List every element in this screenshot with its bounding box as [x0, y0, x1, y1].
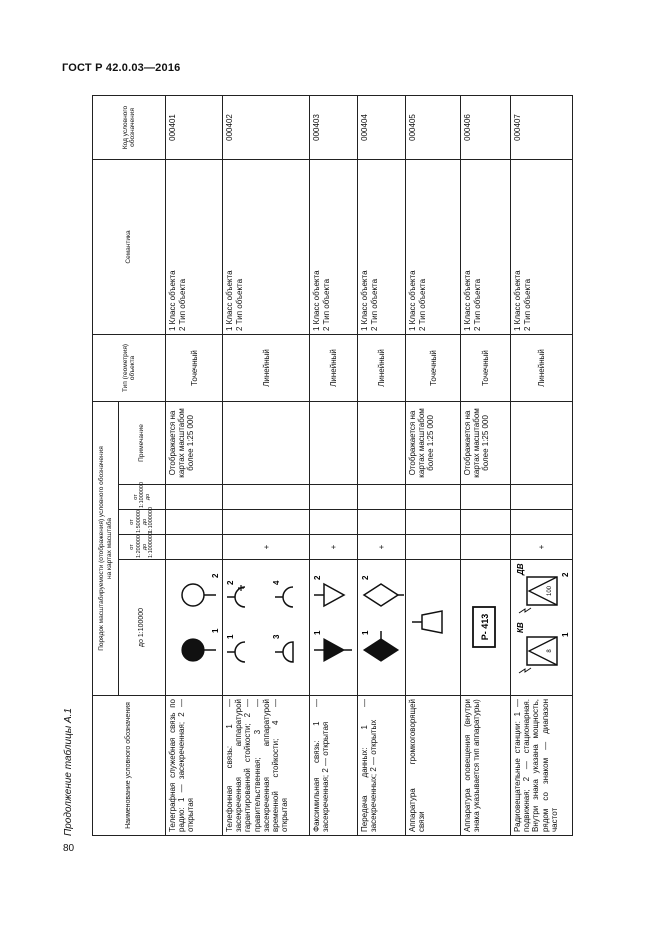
symbol-fax [310, 560, 358, 696]
plus-1m [511, 485, 573, 510]
semantics-line: 1 Класс объекта [360, 270, 369, 331]
header-note: Примечание [119, 401, 166, 484]
symbol-label: 1 [211, 628, 220, 633]
symbol-label: 1 [313, 630, 322, 635]
table-row [223, 95, 310, 835]
header-order-group [93, 401, 119, 695]
row-semantics [511, 159, 573, 334]
plus-1m [461, 485, 511, 510]
symbol-label: 2 [361, 575, 370, 580]
power-label: 100 [547, 585, 553, 597]
alert-label: Р- 413 [480, 613, 490, 641]
row-note [358, 401, 406, 484]
table-caption: Продолжение таблицы А.1 [63, 708, 74, 836]
header-code: Код условного обозначения [93, 95, 166, 159]
row-type: Точечный [406, 334, 461, 401]
page-number: 80 [63, 843, 75, 854]
row-semantics [223, 159, 310, 334]
row-name: Передача данных: 1 — засекреченных; 2 — открытых [358, 696, 406, 836]
row-type: Точечный [166, 334, 223, 401]
plus-200k [406, 535, 461, 560]
plus-200k: + [223, 535, 310, 560]
semantics-line: 2 Тип объекта [177, 278, 187, 331]
row-name: Факсимильная связь: 1 — засекреченная; 2 — открытая [310, 696, 358, 836]
symbol-alert [461, 560, 511, 696]
row-note: Отображается на картах масштабом более 1:25 000 [406, 401, 461, 484]
symbol-label: 2 [313, 575, 322, 580]
header-scale-200k: от 1:200000 до 1:1000000 [119, 535, 166, 560]
row-semantics [461, 159, 511, 334]
semantics-line: 1 Класс объекта [225, 270, 234, 331]
plus-200k: + [511, 535, 573, 560]
row-code: 000407 [511, 95, 573, 159]
row-note: Отображается на картах масштабом более 1:25 000 [461, 401, 511, 484]
circle-open-icon [182, 584, 204, 606]
header-scale-1m: от 1:1000000 до [119, 485, 166, 510]
row-code: 000402 [223, 95, 310, 159]
plus-200k: + [310, 535, 358, 560]
row-type: Линейный [223, 334, 310, 401]
symbol-radio-station [511, 560, 573, 696]
row-type: Линейный [511, 334, 573, 401]
row-code: 000405 [406, 95, 461, 159]
lightning-icon [519, 668, 531, 673]
header-scale-500k: от 1:500000 до 1:1000000 [119, 510, 166, 535]
plus-1m [358, 485, 406, 510]
row-code: 000406 [461, 95, 511, 159]
semantics-line: 2 Тип объекта [522, 278, 532, 331]
symbol-label: 4 [272, 580, 281, 585]
symbol-data-transfer [358, 560, 406, 696]
row-note: Отображается на картах масштабом более 1:25 000 [166, 401, 223, 484]
plus-200k: + [358, 535, 406, 560]
plus-1m [406, 485, 461, 510]
rotated-table-area [60, 93, 580, 838]
plus-500k [511, 510, 573, 535]
semantics-line: 2 Тип объекта [234, 278, 244, 331]
plus-500k [358, 510, 406, 535]
symbol-label: 1 [561, 632, 570, 637]
row-semantics [166, 159, 223, 334]
row-name: Телеграфная служебная связь по радио: 1 — засекреченная; 2 — открытая [166, 696, 223, 836]
loudspeaker-icon [422, 611, 442, 633]
plus-1m [166, 485, 223, 510]
plus-200k [461, 535, 511, 560]
arc-closed-icon [283, 642, 293, 662]
header-name: Наименование условного обозначения [93, 696, 166, 836]
table-row [511, 95, 573, 835]
plus-500k [406, 510, 461, 535]
symbol-telephone [223, 560, 310, 696]
table-row [166, 95, 223, 835]
symbols-table [92, 95, 573, 836]
row-note [223, 401, 310, 484]
power-label: 8 [547, 649, 553, 653]
semantics-line: 2 Тип объекта [417, 278, 427, 331]
table-row [406, 95, 461, 835]
row-code: 000403 [310, 95, 358, 159]
symbol-telegraph [166, 560, 223, 696]
row-name: Радиовещательные станции: 1 — подвижная; 2 — стационарная. Внутри знака указана мощность, рядом со знаком — диапазон частот [511, 696, 573, 836]
header-order-text: Порядок масштабируемости (отображения) условного обозначения [98, 446, 106, 651]
row-name: Телефонная связь: 1 — засекреченная аппаратурой гарантированной стойкости; 2 — правительственная; 3 — засекреченная аппаратурой временной стойкости; 4 — открытая [223, 696, 310, 836]
header-scale-100k: до 1:100000 [119, 560, 166, 696]
plus-1m [310, 485, 358, 510]
triangle-filled-icon [324, 639, 344, 661]
plus-1m [223, 485, 310, 510]
semantics-line: 1 Класс объекта [463, 270, 472, 331]
row-note [310, 401, 358, 484]
symbol-label: 1 [226, 634, 235, 639]
diamond-filled-icon [364, 639, 398, 661]
semantics-line: 2 Тип объекта [472, 278, 482, 331]
band-label: КВ [516, 622, 525, 633]
row-semantics [358, 159, 406, 334]
semantics-line: 2 Тип объекта [321, 278, 331, 331]
plus-500k [166, 510, 223, 535]
triangle-open-icon [324, 584, 344, 606]
table-row [358, 95, 406, 835]
arc-icon [235, 587, 245, 607]
symbol-label: 2 [211, 573, 220, 578]
semantics-line: 1 Класс объекта [408, 270, 417, 331]
row-type: Линейный [358, 334, 406, 401]
row-name: Аппаратура оповещения (внутри знака указывается тип аппаратуры) [461, 696, 511, 836]
semantics-line: 1 Класс объекта [513, 270, 522, 331]
row-code: 000404 [358, 95, 406, 159]
diamond-open-icon [364, 584, 398, 606]
plus-500k [223, 510, 310, 535]
table-row [461, 95, 511, 835]
semantics-line: 1 Класс объекта [168, 270, 177, 331]
row-type: Линейный [310, 334, 358, 401]
plus-500k [310, 510, 358, 535]
row-type: Точечный [461, 334, 511, 401]
arc-icon [283, 587, 293, 607]
row-semantics [406, 159, 461, 334]
symbol-label: 1 [361, 630, 370, 635]
header-scale-text: на картах масштаба [105, 518, 113, 579]
semantics-line: 1 Класс объекта [312, 270, 321, 331]
semantics-line: 2 Тип объекта [369, 278, 379, 331]
row-code: 000401 [166, 95, 223, 159]
document-header: ГОСТ Р 42.0.03—2016 [62, 62, 181, 74]
symbol-label: 2 [226, 580, 235, 585]
symbol-label: 2 [561, 572, 570, 577]
plus-500k [461, 510, 511, 535]
circle-filled-icon [182, 639, 204, 661]
arc-icon [235, 642, 245, 662]
plus-200k [166, 535, 223, 560]
table-row [310, 95, 358, 835]
row-name: Аппаратура громкоговорящей связи [406, 696, 461, 836]
band-label: ДВ [516, 563, 525, 575]
row-note [511, 401, 573, 484]
symbol-label: 3 [272, 634, 281, 639]
lightning-icon [519, 608, 531, 613]
header-type: Тип (геометрия) объекта [93, 334, 166, 401]
header-semantics: Семантика [93, 159, 166, 334]
symbol-loudspeaker [406, 560, 461, 696]
row-semantics [310, 159, 358, 334]
